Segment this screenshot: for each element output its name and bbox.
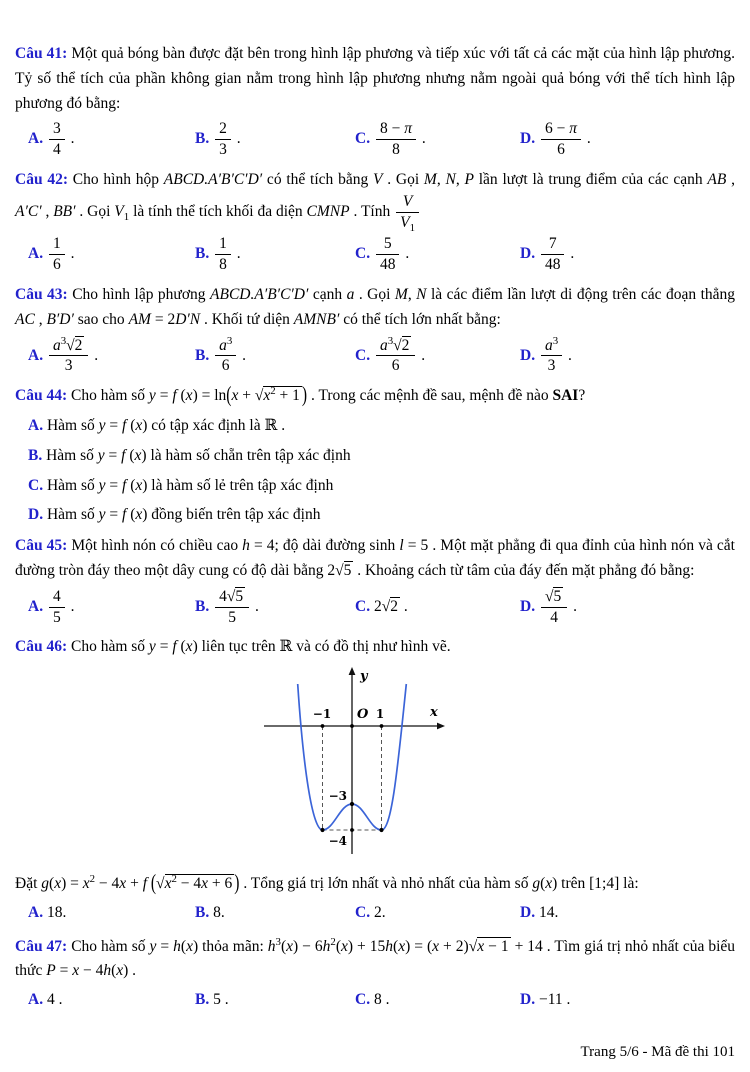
- question-45-label: Câu 45:: [15, 537, 68, 555]
- option-value: $\frac{4}{5}$ .: [47, 598, 75, 615]
- option-value: Hàm số y = f (x) là hàm số lẻ trên tập xác định: [46, 476, 334, 494]
- y-axis-arrow-icon: [349, 667, 356, 675]
- option-b: [195, 901, 355, 926]
- option-a: [28, 988, 195, 1013]
- question-44-options: [15, 414, 735, 528]
- question-44-label: Câu 44:: [15, 387, 68, 405]
- option-b: [195, 334, 355, 376]
- option-value: 2.: [373, 903, 386, 921]
- tick-dot-x1: [380, 724, 384, 728]
- option-d: [520, 334, 735, 376]
- y-axis-label: y: [360, 669, 368, 685]
- tick-label-neg3: −3: [328, 789, 347, 804]
- function-graph: [262, 664, 462, 868]
- option-d: [520, 588, 735, 627]
- question-45: [15, 534, 735, 626]
- question-42-options: [15, 235, 735, 274]
- question-42-label: Câu 42:: [15, 171, 69, 189]
- question-45-options: [15, 588, 735, 627]
- origin-dot: [350, 724, 354, 728]
- option-letter: C.: [355, 130, 371, 148]
- option-value: √ $\frac{5}{4}$ .: [539, 598, 577, 615]
- question-46-options: [15, 901, 735, 926]
- option-value: 5 .: [213, 991, 229, 1009]
- question-45-text: [15, 534, 735, 584]
- question-47: [15, 935, 735, 1013]
- option-a: [28, 414, 735, 439]
- question-43: [15, 283, 735, 375]
- question-46-after-graph: Đặt $g(x) = x^2 - 4x + f$ ( √ $x^2 - 4x + 6$ ) . Tổng giá trị lớn nhất và nhỏ nhất của hàm số g(x) trên [1;4] là:: [15, 872, 735, 897]
- option-value: $\frac{3}{4}$ .: [47, 130, 75, 147]
- question-43-text: [15, 283, 735, 333]
- option-a: [28, 334, 195, 376]
- option-b: [28, 444, 735, 469]
- option-letter: D.: [520, 903, 536, 921]
- option-d: [520, 235, 735, 274]
- option-value: 2 √ 2 .: [374, 597, 408, 615]
- option-c: [355, 334, 520, 376]
- question-43-label: Câu 43:: [15, 286, 68, 304]
- option-a: [28, 235, 195, 274]
- option-value: $\frac{7}{48}$ .: [539, 245, 574, 262]
- option-letter: C.: [355, 597, 371, 615]
- question-43-options: [15, 334, 735, 376]
- function-graph-svg: [262, 664, 462, 859]
- option-letter: A.: [28, 245, 44, 263]
- option-letter: B.: [195, 245, 210, 263]
- option-letter: B.: [195, 597, 210, 615]
- option-c: [355, 235, 520, 274]
- question-44-body: Cho hàm số y = f (x) = ln(x + √ $x^2 + 1$ ) . Trong các mệnh đề sau, mệnh đề nào SAI?: [71, 387, 585, 404]
- option-value: $\frac{5}{48}$ .: [374, 245, 409, 262]
- question-41-text: [15, 42, 735, 116]
- option-value: $\frac{a^3}{3}$ .: [539, 347, 572, 364]
- option-value: 18.: [46, 903, 67, 921]
- option-value: 14.: [538, 903, 559, 921]
- question-41-label: Câu 41:: [15, 45, 68, 62]
- option-c: [355, 988, 520, 1013]
- option-c: [355, 595, 520, 620]
- option-c: [355, 901, 520, 926]
- page-footer: Trang 5/6 - Mã đề thi 101: [580, 1044, 735, 1060]
- question-44-text: [15, 384, 735, 409]
- question-42-body: Cho hình hộp ABCD.A′B′C′D′ có thể tích bằng V . Gọi M, N, P lần lượt là trung điểm của các cạnh AB , A′C′ , BB′ . Gọi $V_1$ là tính thể tích khối đa diện CMNP . Tính $\frac{V}{V_1}$: [15, 171, 736, 234]
- option-letter: A.: [28, 903, 44, 921]
- question-47-label: Câu 47:: [15, 937, 68, 955]
- question-46: [15, 635, 735, 925]
- option-value: $\frac{4 √ 5}{5}$ .: [213, 598, 259, 615]
- option-value: $\frac{6 - \pi}{6}$ .: [539, 130, 591, 147]
- option-c: [355, 120, 520, 159]
- option-letter: A.: [28, 991, 44, 1009]
- option-value: 4 .: [46, 991, 63, 1009]
- option-letter: D.: [520, 991, 536, 1009]
- option-b: [195, 120, 355, 159]
- option-value: $\frac{1}{8}$ .: [213, 245, 241, 262]
- option-letter: D.: [520, 245, 536, 263]
- option-d: [28, 503, 735, 528]
- question-42: [15, 168, 735, 274]
- option-letter: B.: [195, 903, 210, 921]
- option-d: [520, 901, 735, 926]
- option-value: Hàm số y = f (x) là hàm số chẵn trên tập xác định: [46, 446, 351, 464]
- option-value: $\frac{a^3 √ 2}{6}$ .: [374, 347, 425, 364]
- local-max-dot: [350, 802, 354, 806]
- option-value: 8.: [213, 903, 225, 921]
- question-41-body: Một quả bóng bàn được đặt bên trong hình lập phương và tiếp xúc với tất cả các mặt của hình lập phương. Tỷ số thể tích của phần không gian nằm trong hình lập phương nhưng nằm ngoài quả bóng với thể tích hình lập phương đó bằng:: [15, 45, 735, 112]
- question-46-body: Cho hàm số y = f (x) liên tục trên ℝ và có đồ thị như hình vẽ.: [70, 638, 451, 656]
- question-46-label: Câu 46:: [15, 638, 68, 656]
- question-47-options: [15, 988, 735, 1013]
- origin-label: O: [357, 707, 369, 723]
- option-letter: B.: [195, 346, 210, 364]
- option-value: 8 .: [373, 991, 390, 1009]
- option-letter: D.: [520, 597, 536, 615]
- question-46-text: [15, 635, 735, 660]
- x-axis-label: x: [430, 705, 438, 721]
- question-41-options: [15, 120, 735, 159]
- question-47-text: [15, 935, 735, 985]
- tick-label-neg4: −4: [328, 834, 347, 849]
- option-value: $\frac{a^3}{6}$ .: [213, 347, 246, 364]
- option-letter: A.: [28, 597, 44, 615]
- option-a: [28, 120, 195, 159]
- option-a: [28, 588, 195, 627]
- local-min-right-dot: [379, 828, 383, 832]
- axis-dot-yneg4: [350, 828, 354, 832]
- option-value: Hàm số y = f (x) có tập xác định là ℝ .: [46, 417, 286, 435]
- question-43-body: Cho hình lập phương ABCD.A′B′C′D′ cạnh a . Gọi M, N là các điểm lần lượt di động trên các đoạn thẳng AC , B′D′ sao cho AM = 2D′N . Khối tứ diện AMNB′ có thể tích lớn nhất bằng:: [15, 286, 736, 328]
- option-c: [28, 474, 735, 499]
- option-a: [28, 901, 195, 926]
- option-letter: A.: [28, 346, 44, 364]
- question-45-body: Một hình nón có chiều cao h = 4; độ dài đường sinh l = 5 . Một mặt phẳng đi qua đỉnh của hình nón và cắt đường tròn đáy theo một dây cung có độ dài bằng 2 √ 5 . Khoảng cách từ tâm của đáy đến mặt phẳng đó bằng:: [15, 537, 735, 579]
- option-letter: B.: [28, 446, 43, 464]
- option-letter: B.: [195, 130, 210, 148]
- option-value: $\frac{1}{6}$ .: [47, 245, 75, 262]
- option-letter: A.: [28, 130, 44, 148]
- option-letter: D.: [520, 130, 536, 148]
- option-letter: B.: [195, 991, 210, 1009]
- option-value: $\frac{2}{3}$ .: [213, 130, 241, 147]
- tick-dot-xneg1: [321, 724, 325, 728]
- option-letter: C.: [355, 346, 371, 364]
- question-47-body: Cho hàm số y = h(x) thỏa mãn: $h^3(x) - 6h^2(x) + 15h(x) = (x + 2)$ √ x − 1 + 14 . Tìm giá trị nhỏ nhất của biểu thức P = x − 4h(x) .: [15, 938, 735, 980]
- option-b: [195, 588, 355, 627]
- option-d: [520, 988, 735, 1013]
- option-letter: C.: [355, 991, 371, 1009]
- option-value: Hàm số y = f (x) đồng biến trên tập xác định: [46, 506, 321, 524]
- tick-label-neg1: −1: [312, 707, 332, 722]
- tick-label-1: 1: [375, 707, 385, 722]
- option-letter: D.: [28, 506, 44, 524]
- option-b: [195, 988, 355, 1013]
- option-letter: C.: [28, 476, 44, 494]
- local-min-left-dot: [320, 828, 324, 832]
- question-44: [15, 384, 735, 528]
- option-letter: D.: [520, 346, 536, 364]
- question-41: [15, 42, 735, 159]
- option-b: [195, 235, 355, 274]
- question-42-text: [15, 168, 736, 234]
- option-letter: C.: [355, 903, 371, 921]
- x-axis-arrow-icon: [437, 723, 445, 730]
- option-value: $\frac{8 - \pi}{8}$ .: [374, 130, 426, 147]
- option-value: $\frac{a^3 √ 2}{3}$ .: [47, 347, 98, 364]
- option-value: −11 .: [538, 991, 571, 1009]
- option-d: [520, 120, 735, 159]
- option-letter: C.: [355, 245, 371, 263]
- option-letter: A.: [28, 417, 44, 435]
